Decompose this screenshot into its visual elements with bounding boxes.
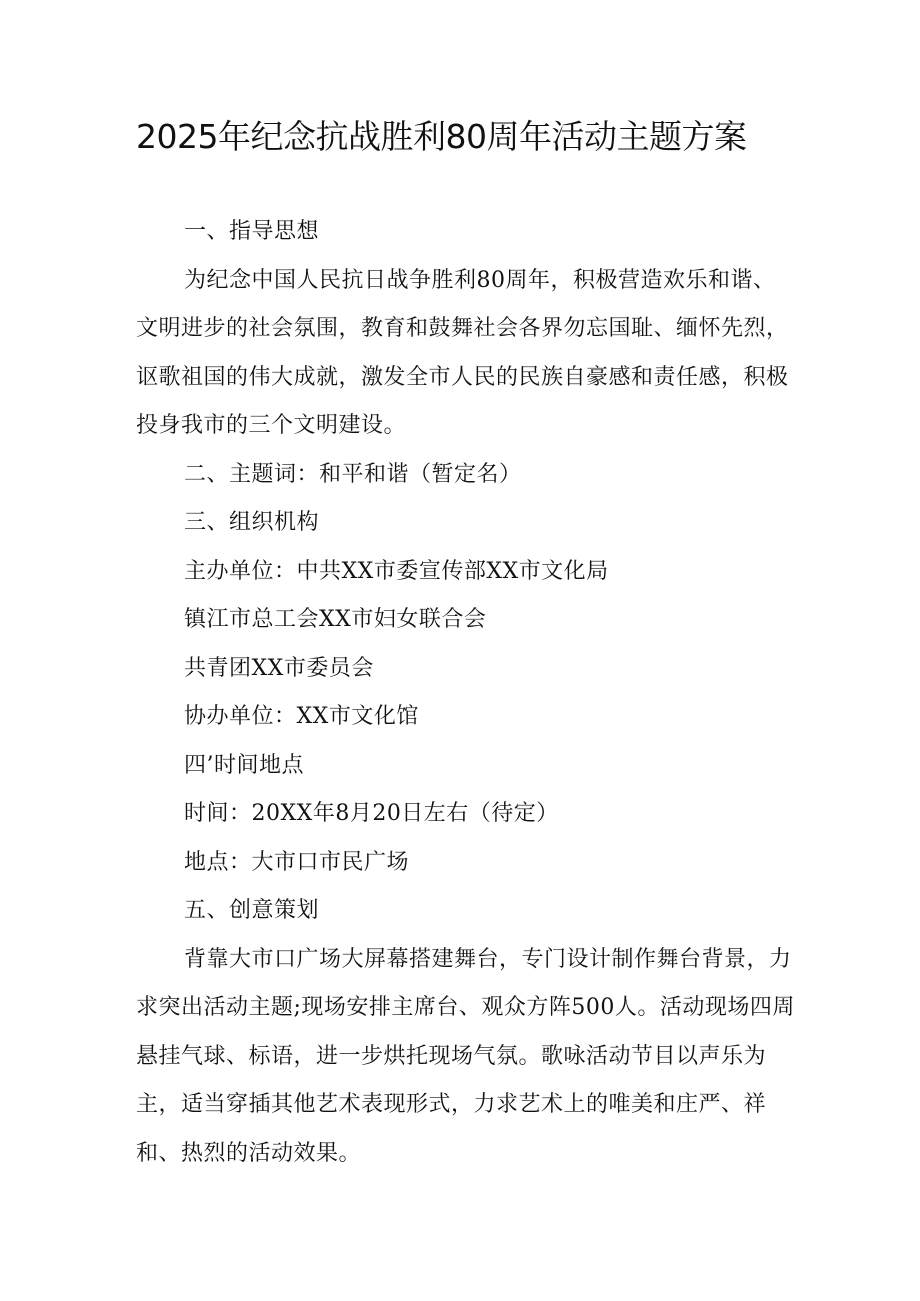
section-heading-time-place: 四’时间地点	[184, 752, 304, 778]
paragraph-purpose: 为纪念中国人民抗日战争胜利80周年，积极营造欢乐和谐、文明进步的社会氛围，教育和鼓舞社会各界勿忘国耻、缅怀先烈，讴歌祖国的伟大成就，激发全市人民的民族自豪感和责任感，积极投身我市的三个文明建设。	[136, 267, 789, 438]
section-heading-creative-plan: 五、创意策划	[184, 898, 320, 923]
paragraph-creative-plan: 背靠大市口广场大屏幕搭建舞台，专门设计制作舞台背景，力求突出活动主题;现场安排主席台、观众方阵500人。活动现场四周悬挂气球、标语，进一步烘托现场气氛。歌咏活动节目以声乐为主，适当穿插其他艺术表现形式，力求艺术上的唯美和庄严、祥和、热烈的活动效果。	[136, 946, 795, 1166]
section-heading-theme: 二、主题词：和平和谐（暂定名）	[184, 461, 522, 487]
paragraph-place: 地点：大市口市民广场	[184, 849, 410, 875]
document-body	[136, 208, 796, 1178]
paragraph-time: 时间：20XX年8月20日左右（待定）	[184, 801, 559, 826]
paragraph-co-organizer: 协办单位：XX市文化馆	[184, 704, 419, 729]
section-heading-guiding-thought: 一、指导思想	[184, 219, 320, 244]
section-heading-organization: 三、组织机构	[184, 510, 320, 535]
document-title: 2025年纪念抗战胜利80周年活动主题方案	[136, 117, 747, 156]
paragraph-host-units-2: 镇江市总工会XX市妇女联合会	[184, 607, 487, 632]
paragraph-host-units-3: 共青团XX市委员会	[184, 655, 374, 681]
paragraph-host-units: 主办单位：中共XX市委宣传部XX市文化局	[184, 558, 609, 584]
